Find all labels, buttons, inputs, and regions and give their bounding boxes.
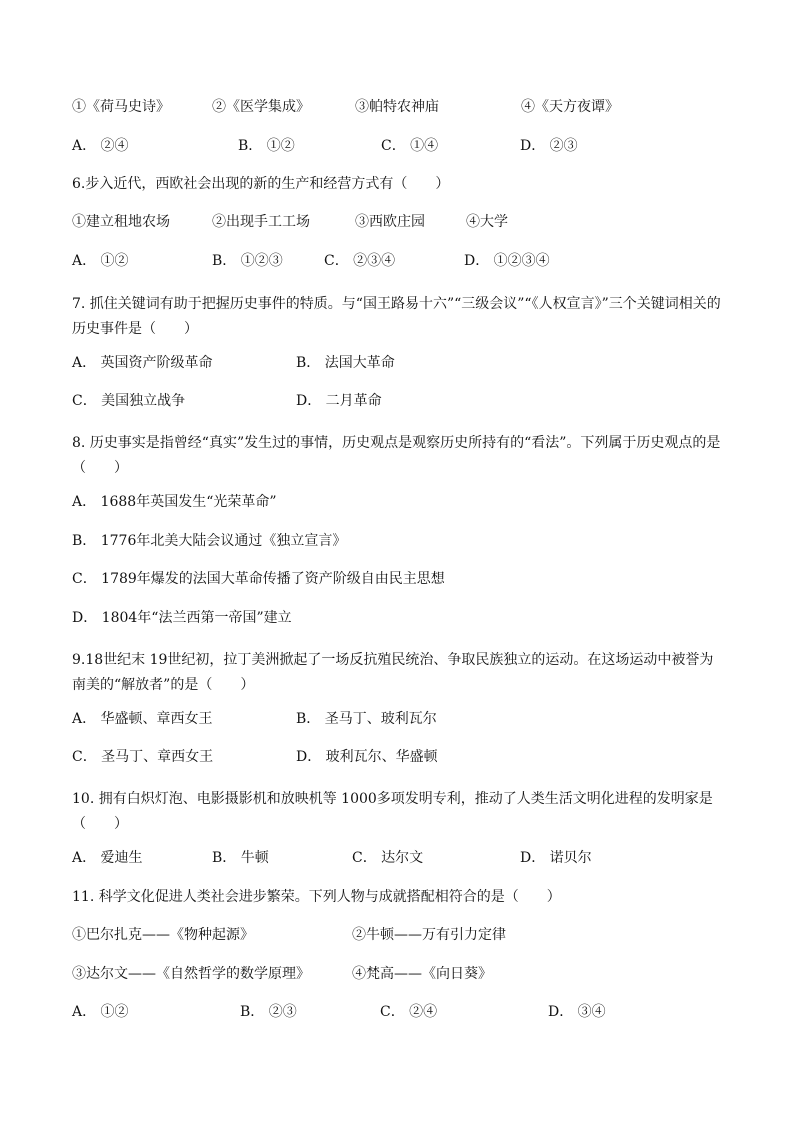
q6-option: D． ①②③④ <box>464 253 550 269</box>
q6-items-row <box>72 213 732 231</box>
q11-option: C． ②④ <box>380 1004 438 1020</box>
q6-item: ④大学 <box>466 214 508 230</box>
q11-option: A． ①② <box>72 1004 129 1020</box>
q5-options-row <box>72 137 732 155</box>
q5-item: ①《荷马史诗》 <box>72 99 170 115</box>
q5-item: ②《医学集成》 <box>212 99 310 115</box>
q11-stem: 11. 科学文化促进人类社会进步繁荣。下列人物与成就搭配相符合的是（ ） <box>72 889 561 905</box>
q9-options-row-2 <box>72 748 732 766</box>
q6-option: C． ②③④ <box>324 253 396 269</box>
q10-stem: 10. 拥有白炽灯泡、电影摄影机和放映机等 1000多项发明专利，推动了人类生活文明化进程的发明家是（ ） <box>72 791 713 832</box>
q8-option: A． 1688年英国发生“光荣革命” <box>72 494 277 510</box>
q7-options-row-2 <box>72 392 732 410</box>
q8-option: C． 1789年爆发的法国大革命传播了资产阶级自由民主思想 <box>72 571 445 587</box>
q5-item: ③帕特农神庙 <box>355 99 439 115</box>
q11-option: B． ②③ <box>240 1004 297 1020</box>
q8-stem: 8. 历史事实是指曾经“真实”发生过的事情，历史观点是观察历史所持有的“看法”。下列属于历史观点的是（ ） <box>72 435 721 476</box>
q11-item: ②牛顿——万有引力定律 <box>352 927 506 943</box>
q5-item: ④《天方夜谭》 <box>521 99 619 115</box>
q11-items-row-1 <box>72 926 732 944</box>
q11-item: ④梵高——《向日葵》 <box>352 966 492 982</box>
q11-item: ③达尔文——《自然哲学的数学原理》 <box>72 966 310 982</box>
q10-option: D． 诺贝尔 <box>520 850 592 866</box>
q7-option: A． 英国资产阶级革命 <box>72 355 213 371</box>
q5-option: A． ②④ <box>72 138 129 154</box>
q5-option: C． ①④ <box>381 138 439 154</box>
q9-option: B． 圣马丁、玻利瓦尔 <box>296 711 437 727</box>
q7-option: B． 法国大革命 <box>296 355 395 371</box>
q10-option: B． 牛顿 <box>212 850 269 866</box>
q11-options-row <box>72 1003 732 1021</box>
q7-option: D． 二月革命 <box>296 393 382 409</box>
q7-options-row-1 <box>72 354 732 372</box>
q6-option: A． ①② <box>72 253 129 269</box>
q5-option: D． ②③ <box>520 138 578 154</box>
q7-stem: 7. 抓住关键词有助于把握历史事件的特质。与“国王路易十六”“三级会议”“《人权宣言》”三个关键词相关的历史事件是（ ） <box>72 296 721 337</box>
q6-item: ③西欧庄园 <box>355 214 425 230</box>
q8-option: B． 1776年北美大陆会议通过《独立宣言》 <box>72 533 347 549</box>
q10-options-row <box>72 849 732 867</box>
q6-item: ①建立租地农场 <box>72 214 170 230</box>
q10-option: C． 达尔文 <box>352 850 424 866</box>
q7-option: C． 美国独立战争 <box>72 393 186 409</box>
q11-items-row-2 <box>72 965 732 983</box>
q9-option: D． 玻利瓦尔、华盛顿 <box>296 749 438 765</box>
q11-item: ①巴尔扎克——《物种起源》 <box>72 927 254 943</box>
q11-option: D． ③④ <box>548 1004 606 1020</box>
q6-options-row <box>72 252 732 270</box>
q6-stem: 6.步入近代，西欧社会出现的新的生产和经营方式有（ ） <box>72 176 450 192</box>
q8-option: D． 1804年“法兰西第一帝国”建立 <box>72 610 292 626</box>
q5-items-row <box>72 98 732 116</box>
q9-option: C． 圣马丁、章西女王 <box>72 749 214 765</box>
q10-option: A． 爱迪生 <box>72 850 143 866</box>
q5-option: B． ①② <box>238 138 295 154</box>
q9-stem: 9.18世纪末 19世纪初，拉丁美洲掀起了一场反抗殖民统治、争取民族独立的运动。在这场运动中被誉为南美的“解放者”的是（ ） <box>72 652 714 693</box>
q6-option: B． ①②③ <box>212 253 283 269</box>
q6-item: ②出现手工工场 <box>212 214 310 230</box>
q9-options-row-1 <box>72 710 732 728</box>
q9-option: A． 华盛顿、章西女王 <box>72 711 213 727</box>
